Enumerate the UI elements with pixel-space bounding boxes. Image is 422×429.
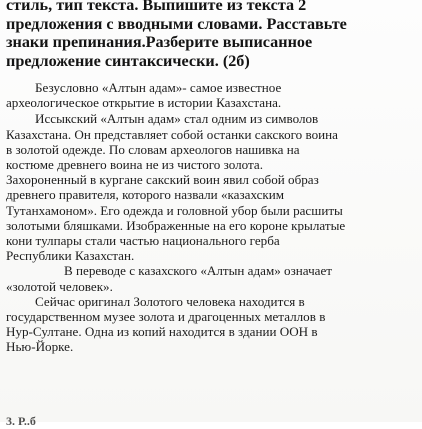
text-line: в золотой одежде. По словам археологов нашивка на [6, 141, 300, 157]
paragraph-3 [6, 263, 418, 293]
text-line: Нью-Йорке. [6, 339, 74, 355]
text-line: Безусловно «Алтын адам»- самое известное [35, 80, 282, 95]
text-line: Нур-Султане. Одна из копий находится в здании ООН в [6, 324, 318, 340]
text-line: В переводе с казахского «Алтын адам» означает [64, 263, 332, 279]
text-line: Казахстана. Он представляет собой останки сакского воина [6, 126, 338, 142]
text-line: Тутанхамоном». Его одежда и головной убор были расшиты [6, 202, 343, 218]
next-task-fragment: 3. Р..б [6, 414, 36, 428]
task-line: стиль, тип текста. Выпишите из текста 2 [6, 0, 307, 14]
task-line: предложение синтаксически. (2б) [6, 51, 250, 70]
text-line: Республики Казахстан. [6, 248, 135, 264]
text-line: археологическое открытие в истории Казахстана. [6, 95, 282, 111]
task-line: знаки препинания.Разберите выписанное [6, 33, 313, 52]
paragraph-4 [6, 294, 418, 355]
text-line: государственном музее золота и драгоценных металлов в [6, 309, 326, 325]
paragraph-2 [6, 111, 418, 263]
text-line: кони тулпары стали частью национального герба [6, 233, 280, 249]
text-line: костюме древнего воина не из чистого золота. [6, 157, 263, 173]
text-line: Сейчас оригинал Золотого человека находится в [35, 293, 305, 309]
text-line: золотыми бляшками. Изображенные на его короне крылатые [6, 217, 346, 233]
source-text [6, 80, 418, 355]
text-line: древнего правителя, которого назвали «казахским [6, 187, 285, 203]
paragraph-1 [6, 80, 418, 110]
text-line: Иссыкский «Алтын адам» стал одним из символов [35, 111, 319, 127]
text-line: «золотой человек». [6, 278, 113, 294]
task-instructions [6, 0, 418, 70]
text-line: Захороненный в кургане сакский воин явил собой образ [6, 172, 319, 188]
task-line: предложения с вводными словами. Расставьте [6, 14, 347, 33]
